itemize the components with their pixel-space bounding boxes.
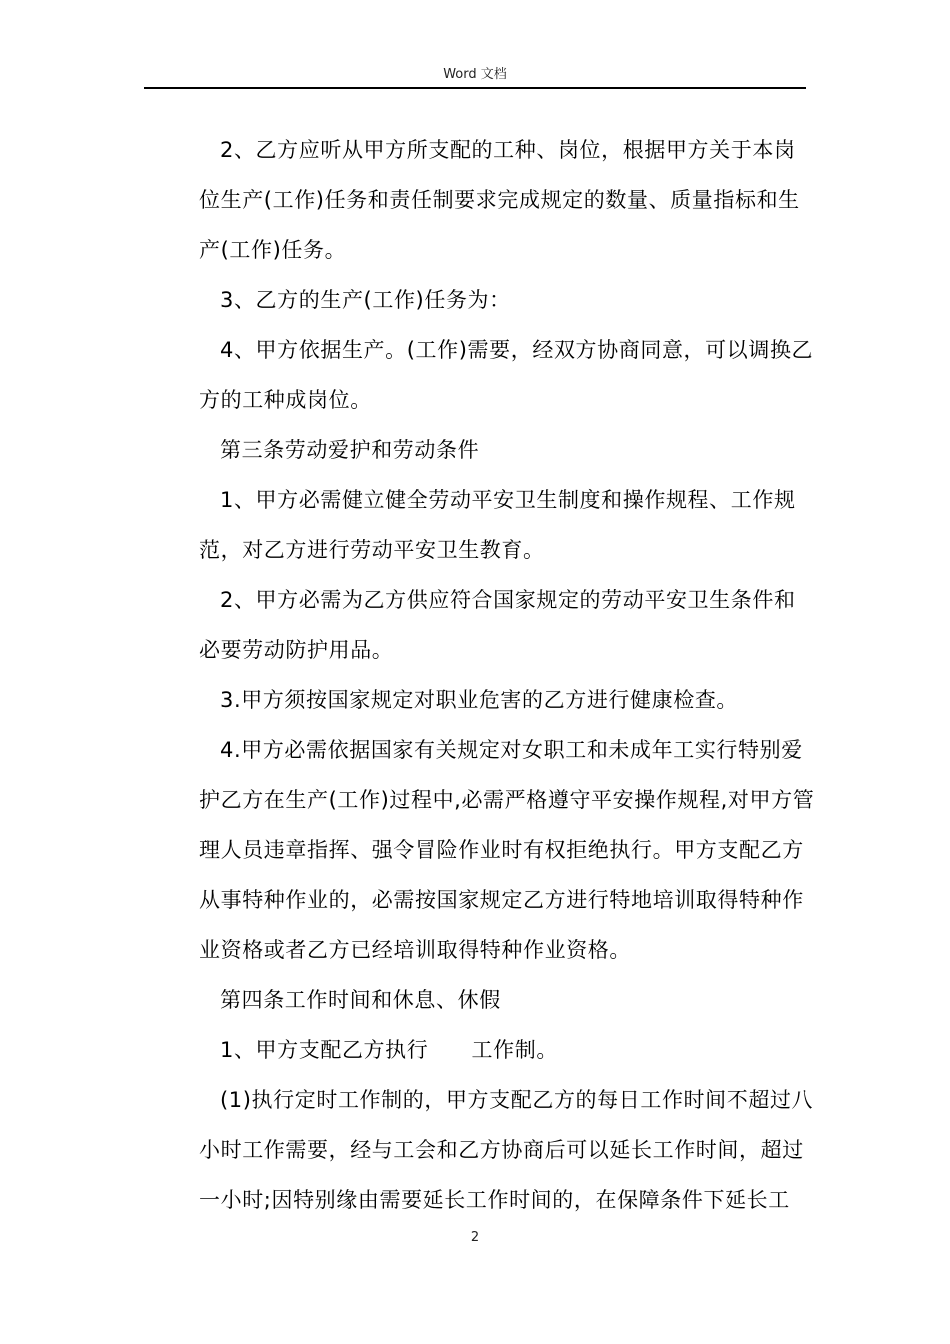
page-number: 2	[470, 1230, 480, 1245]
paragraph	[178, 475, 808, 575]
header-divider	[144, 87, 806, 89]
text-line: 小时工作需要，经与工会和乙方协商后可以延长工作时间，超过	[199, 1138, 804, 1162]
document-body	[178, 125, 815, 1225]
text-line: 护乙方在生产(工作)过程中,必需严格遵守平安操作规程,对甲方管	[199, 788, 815, 812]
text-line: 从事特种作业的，必需按国家规定乙方进行特地培训取得特种作	[199, 888, 804, 912]
text-line: 理人员违章指挥、强令冒险作业时有权拒绝执行。甲方支配乙方	[199, 838, 804, 862]
paragraph	[178, 325, 814, 425]
text-line: 2、甲方必需为乙方供应符合国家规定的劳动平安卫生条件和	[220, 588, 796, 612]
section-heading	[178, 425, 808, 475]
section-heading	[178, 975, 808, 1025]
text-line: 2、乙方应听从甲方所支配的工种、岗位，根据甲方关于本岗	[220, 138, 796, 162]
text-line: 1、甲方必需健立健全劳动平安卫生制度和操作规程、工作规	[220, 488, 796, 512]
text-line: 第三条劳动爱护和劳动条件	[220, 438, 480, 462]
paragraph	[178, 125, 808, 275]
paragraph	[178, 675, 808, 725]
text-line: 1、甲方支配乙方执行 工作制。	[220, 1038, 558, 1062]
paragraph	[178, 1075, 814, 1225]
text-line: 3.甲方须按国家规定对职业危害的乙方进行健康检查。	[220, 688, 739, 712]
paragraph	[178, 575, 808, 675]
text-line: 一小时;因特别缘由需要延长工作时间的，在保障条件下延长工	[199, 1188, 790, 1212]
text-line: 产(工作)任务。	[199, 238, 347, 262]
text-line: 第四条工作时间和休息、休假	[220, 988, 501, 1012]
page-header-title: Word 文档	[443, 67, 507, 82]
paragraph	[178, 275, 808, 325]
text-line: 业资格或者乙方已经培训取得特种作业资格。	[199, 938, 631, 962]
text-line: 必要劳动防护用品。	[199, 638, 394, 662]
text-line: 位生产(工作)任务和责任制要求完成规定的数量、质量指标和生	[199, 188, 800, 212]
text-line: 4.甲方必需依据国家有关规定对女职工和未成年工实行特别爱	[220, 738, 803, 762]
paragraph	[178, 1025, 808, 1075]
text-line: (1)执行定时工作制的，甲方支配乙方的每日工作时间不超过八	[220, 1088, 814, 1112]
text-line: 方的工种成岗位。	[199, 388, 372, 412]
text-line: 3、乙方的生产(工作)任务为：	[220, 288, 511, 312]
text-line: 范，对乙方进行劳动平安卫生教育。	[199, 538, 545, 562]
text-line: 4、甲方依据生产。(工作)需要，经双方协商同意，可以调换乙	[220, 338, 814, 362]
paragraph	[178, 725, 815, 975]
